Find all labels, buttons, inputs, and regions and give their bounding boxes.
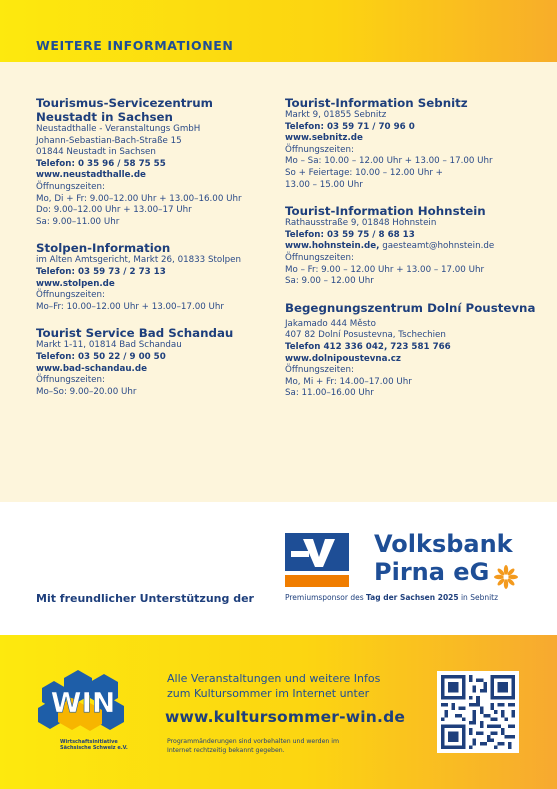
address-line: Neustadthalle - Veranstaltungs GmbH bbox=[36, 124, 201, 134]
logo-sub-line: Sächsische Schweiz e.V. bbox=[60, 745, 128, 751]
website-link[interactable]: www.sebnitz.de bbox=[285, 133, 363, 144]
win-logo-subtitle bbox=[60, 739, 128, 751]
block-title: Tourist-Information Sebnitz bbox=[285, 96, 468, 110]
flower-icon bbox=[494, 565, 518, 589]
header-band bbox=[0, 0, 557, 62]
phone-number: Telefon: 03 59 71 / 70 96 0 bbox=[285, 121, 415, 132]
website-link[interactable]: www.dolnipoustevna.cz bbox=[285, 353, 401, 364]
hours-line: Sa: 9.00 – 12.00 Uhr bbox=[285, 276, 374, 287]
bank-name-line2: Pirna eG bbox=[374, 558, 490, 586]
volksbank-logo-icon bbox=[285, 533, 349, 587]
sponsor-tagline bbox=[285, 593, 498, 602]
phone-number: Telefon: 0 35 96 / 58 75 55 bbox=[36, 158, 166, 169]
hours-line: Mo, Mi + Fr: 14.00–17.00 Uhr bbox=[285, 376, 412, 387]
hours-line: Mo–So: 9.00–20.00 Uhr bbox=[36, 386, 137, 397]
address-line: Johann-Sebastian-Bach-Straße 15 bbox=[36, 135, 182, 146]
phone-number: Telefon: 03 50 22 / 9 00 50 bbox=[36, 351, 166, 362]
info-block-stolpen bbox=[36, 241, 286, 313]
kultursommer-url-link[interactable]: www.kultursommer-win.de bbox=[165, 708, 406, 726]
block-title: Tourist Service Bad Schandau bbox=[36, 326, 234, 341]
address-line: Rathausstraße 9, 01848 Hohnstein bbox=[285, 218, 437, 229]
hours-line: Sa: 9.00–11.00 Uhr bbox=[36, 216, 120, 227]
address-line: 01844 Neustadt in Sachsen bbox=[36, 147, 156, 158]
info-line: Alle Veranstaltungen und weitere Infos bbox=[167, 672, 381, 685]
info-line: zum Kultursommer im Internet unter bbox=[167, 687, 370, 700]
tag-suffix: in Sebnitz bbox=[458, 593, 499, 602]
address-line: 407 82 Dolní Posustevna, Tschechien bbox=[285, 330, 446, 341]
footer-note bbox=[167, 737, 339, 755]
info-block-sebnitz bbox=[285, 96, 547, 191]
note-line: Internet rechtzeitig bekannt gegeben. bbox=[167, 747, 285, 754]
hours-line: 13.00 – 15.00 Uhr bbox=[285, 179, 363, 190]
block-title: Tourismus-Servicezentrum bbox=[36, 96, 213, 110]
block-title: Tourist-Information Hohnstein bbox=[285, 204, 486, 219]
info-block-dolni-poustevna bbox=[285, 301, 547, 400]
info-block-neustadt bbox=[36, 96, 286, 228]
hours-line: So + Feiertage: 10.00 – 12.00 Uhr + bbox=[285, 167, 443, 178]
hours-label: Öffnungszeiten: bbox=[36, 375, 105, 386]
right-column bbox=[285, 96, 547, 413]
block-title: Stolpen-Information bbox=[36, 241, 171, 256]
volksbank-name bbox=[374, 530, 513, 586]
address-line: Markt 1-11, 01814 Bad Schandau bbox=[36, 340, 182, 351]
hours-line: Mo, Di + Fr: 9.00–12.00 Uhr + 13.00–16.00 Uhr bbox=[36, 193, 242, 204]
phone-number: Telefon 412 336 042, 723 581 766 bbox=[285, 341, 451, 352]
bank-name-line1: Volksbank bbox=[374, 530, 513, 558]
email-link[interactable]: gaesteamt@hohnstein.de bbox=[379, 241, 495, 252]
phone-number: Telefon: 03 59 75 / 8 68 13 bbox=[285, 229, 415, 240]
logo-sub-line: Wirtschaftsinitiative bbox=[60, 739, 118, 745]
hours-line: Mo – Sa: 10.00 – 12.00 Uhr + 13.00 – 17.00 Uhr bbox=[285, 156, 493, 167]
hours-line: Do: 9.00–12.00 Uhr + 13.00–17 Uhr bbox=[36, 205, 192, 216]
phone-number: Telefon: 03 59 73 / 2 73 13 bbox=[36, 266, 166, 277]
hours-line: Mo – Fr: 9.00 – 12.00 Uhr + 13.00 – 17.00 Uhr bbox=[285, 264, 485, 275]
website-link[interactable]: www.neustadthalle.de bbox=[36, 170, 146, 181]
address-line: Markt 9, 01855 Sebnitz bbox=[285, 110, 387, 120]
block-title: Neustadt in Sachsen bbox=[36, 110, 173, 124]
hours-label: Öffnungszeiten: bbox=[285, 252, 354, 263]
tag-event: Tag der Sachsen 2025 bbox=[366, 593, 459, 602]
hours-line: Sa: 11.00–16.00 Uhr bbox=[285, 388, 374, 399]
info-block-hohnstein bbox=[285, 204, 547, 288]
page-title: WEITERE INFORMATIONEN bbox=[36, 38, 234, 53]
qr-code[interactable] bbox=[437, 671, 519, 753]
hours-line: Mo–Fr: 10.00–12.00 Uhr + 13.00–17.00 Uhr bbox=[36, 301, 224, 312]
note-line: Programmänderungen sind vorbehalten und werden im bbox=[167, 738, 340, 745]
footer-info bbox=[167, 671, 380, 701]
left-column bbox=[36, 96, 286, 411]
hours-label: Öffnungszeiten: bbox=[36, 290, 105, 301]
win-logo-icon bbox=[34, 668, 132, 744]
hours-label: Öffnungszeiten: bbox=[285, 365, 354, 376]
website-link[interactable]: www.hohnstein.de, bbox=[285, 241, 380, 252]
website-link[interactable]: www.stolpen.de bbox=[36, 278, 115, 289]
tag-prefix: Premiumsponsor des bbox=[285, 593, 367, 602]
address-line: im Alten Amtsgericht, Markt 26, 01833 Stolpen bbox=[36, 255, 241, 266]
support-text: Mit freundlicher Unterstützung der bbox=[36, 592, 254, 605]
website-link[interactable]: www.bad-schandau.de bbox=[36, 363, 147, 374]
logo-text: WIN bbox=[50, 686, 116, 719]
address-line: Jakamado 444 Město bbox=[285, 318, 376, 329]
hours-label: Öffnungszeiten: bbox=[285, 144, 354, 155]
block-title: Begegnungszentrum Dolní Poustevna bbox=[285, 300, 536, 315]
contact-line bbox=[285, 241, 547, 253]
info-block-bad-schandau bbox=[36, 326, 286, 398]
hours-label: Öffnungszeiten: bbox=[36, 181, 105, 192]
qr-code-icon bbox=[441, 675, 515, 749]
